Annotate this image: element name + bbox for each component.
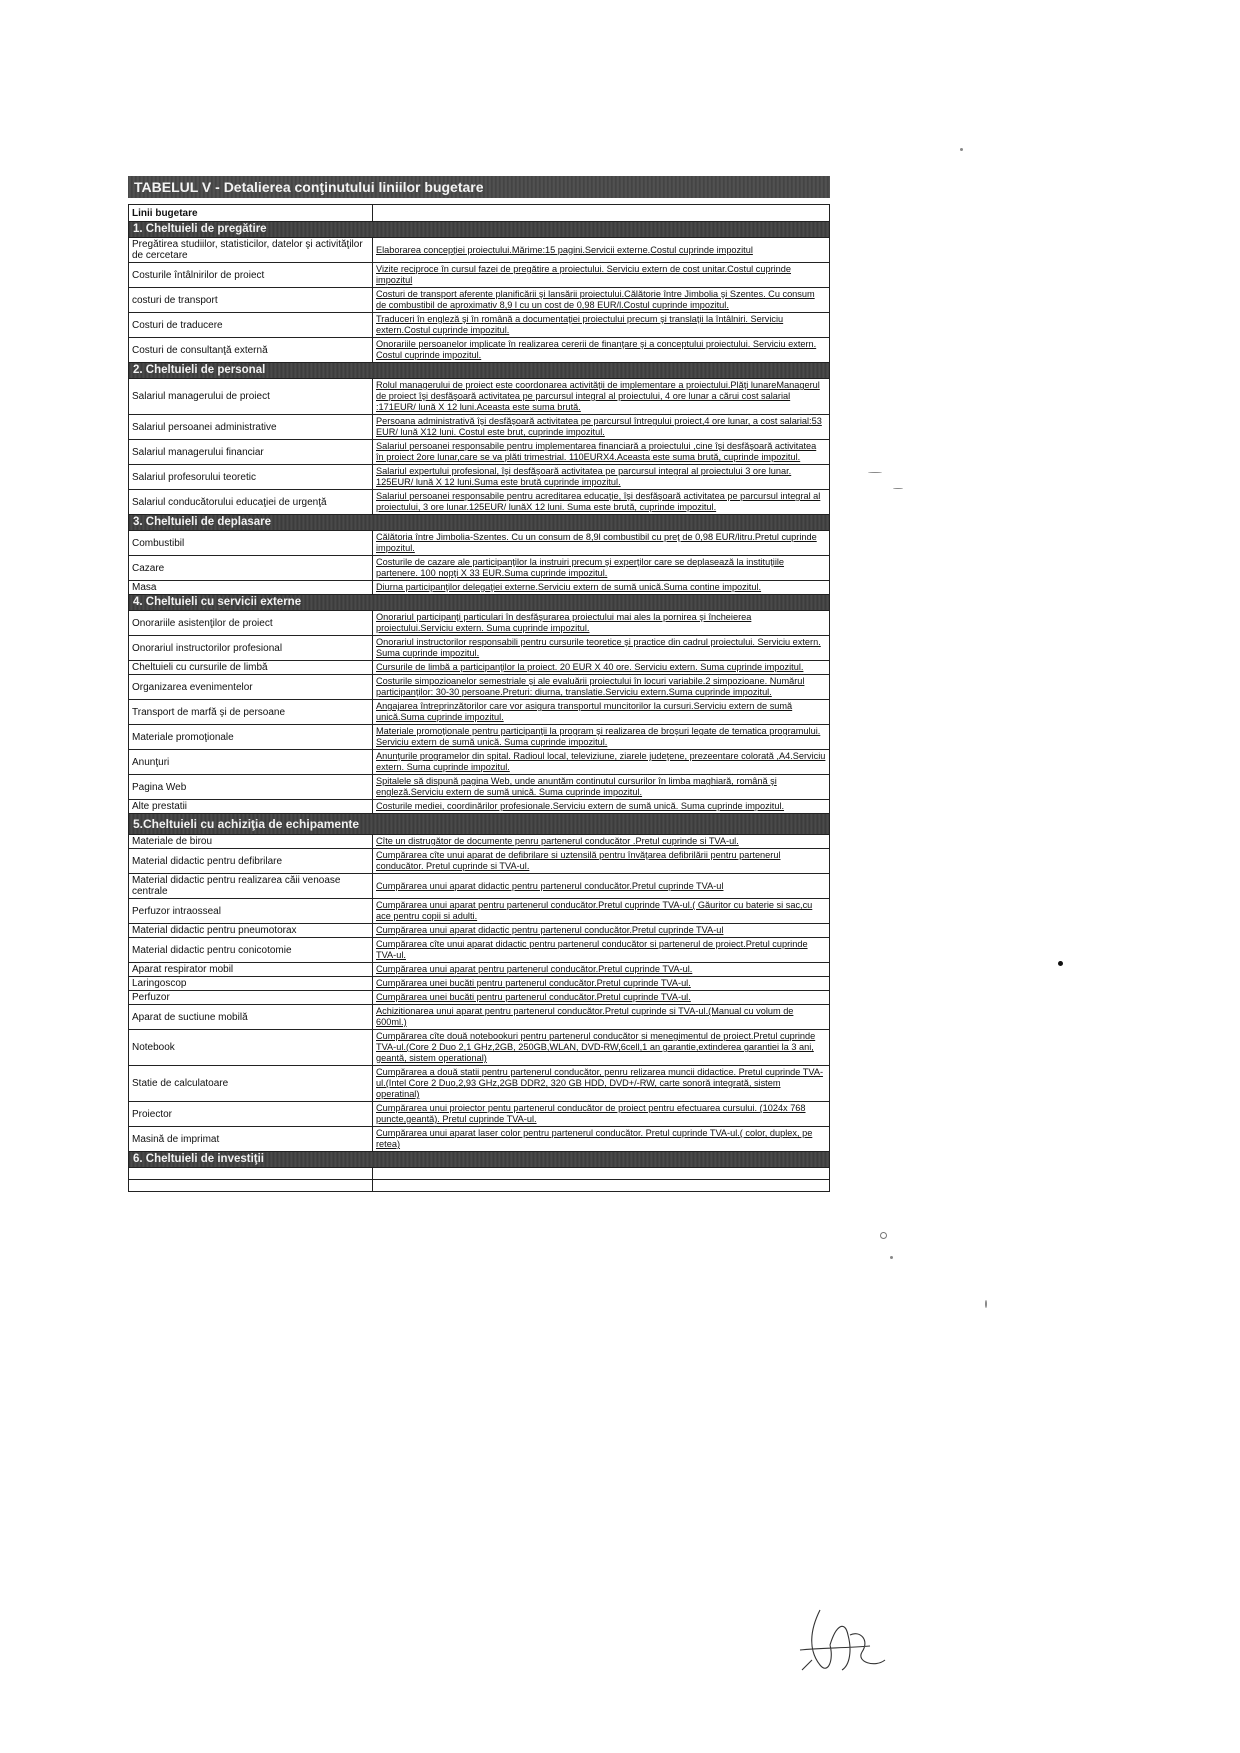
description-text: Costuri de transport aferente planificării şi lansării proiectului.Călătorie între Jimbolia şi Szentes. Cu consum de combustibil de aproximativ 8,9 l cu un cost de 0,98 EUR/l.Costul cuprinde impozitul. — [376, 289, 815, 310]
budget-line-name: Laringoscop — [129, 977, 373, 991]
budget-line-name: Material didactic pentru conicotomie — [129, 938, 373, 963]
budget-line-row — [129, 1102, 830, 1127]
header-label: Linii bugetare — [129, 205, 373, 222]
budget-line-row — [129, 415, 830, 440]
budget-line-row — [129, 313, 830, 338]
description-text: Cumpărarea unui aparat pentru partenerul conducător.Pretul cuprinde TVA-ul.( Găuritor cu baterie si sac,cu ace pentru copii si adulti. — [376, 900, 813, 921]
description-text: Onorariile persoanelor implicate în realizarea cererii de finanţare şi a conceptului proiectului. Serviciu extern. Costul cuprinde impozitul. — [376, 339, 817, 360]
budget-line-description — [373, 835, 830, 849]
budget-line-name: Perfuzor — [129, 991, 373, 1005]
budget-line-name: Costuri de consultanţă externă — [129, 338, 373, 363]
description-text: Cumpărarea cîte două notebookuri pentru partenerul conducător si menegimentul de proiect.Pretul cuprinde TVA-ul.(Core 2 Duo 2,1 GHz,2GB, 250GB,WLAN, DVD-RW,6cell,1 an garantie,extinderea garantiei la 3 ani, geantă, sistem operational) — [376, 1031, 816, 1063]
budget-line-row — [129, 849, 830, 874]
budget-line-name: Material didactic pentru defibrilare — [129, 849, 373, 874]
budget-line-name: Alte prestatii — [129, 800, 373, 814]
description-text: Traduceri în engleză şi în română a documentaţiei proiectului precum şi translaţii la întâlniri. Serviciu extern.Costul cuprinde impozitul. — [376, 314, 784, 335]
description-text: Costurile mediei, coordinărilor profesionale.Serviciu extern de sumă unică. Suma cuprinde impozitul. — [376, 801, 785, 811]
description-text: Cumpărarea unui aparat didactic pentru partenerul conducător.Pretul cuprinde TVA-ul — [376, 880, 724, 891]
budget-line-name: Materiale de birou — [129, 835, 373, 849]
budget-line-description — [373, 1066, 830, 1102]
budget-line-description — [373, 991, 830, 1005]
description-text: Persoana administrativă îşi desfăşoară activitatea pe parcursul întregului proiect,4 ore lunar, a cost salarial:53 EUR/ lună X12 luni. Costul este brut, cuprinde impozitul. — [376, 416, 822, 437]
budget-line-name: Combustibil — [129, 531, 373, 556]
header-empty-cell — [373, 205, 830, 222]
budget-line-description — [373, 1168, 830, 1180]
budget-line-description — [373, 1005, 830, 1030]
description-text: Elaborarea concepţiei proiectului.Mărime:15 pagini.Servicii externe.Costul cuprinde impozitul — [376, 244, 753, 255]
budget-line-description — [373, 611, 830, 636]
budget-line-row — [129, 636, 830, 661]
budget-line-row — [129, 263, 830, 288]
budget-line-description — [373, 874, 830, 899]
section-header-row — [129, 1152, 830, 1168]
budget-line-description — [373, 924, 830, 938]
budget-line-row — [129, 750, 830, 775]
budget-line-row — [129, 531, 830, 556]
budget-line-row — [129, 963, 830, 977]
budget-line-row — [129, 835, 830, 849]
budget-line-row — [129, 800, 830, 814]
budget-line-row — [129, 465, 830, 490]
budget-line-row — [129, 581, 830, 595]
budget-document — [128, 176, 830, 1192]
budget-line-row — [129, 899, 830, 924]
description-text: Cumpărarea a două statii pentru partenerul conducător, penru relizarea muncii didactice. Pretul cuprinde TVA-ul.(Intel Core 2 Duo,2,93 GHz,2GB DDR2, 320 GB HDD, DVD+/-RW, carte sonoră integrată, sistem operatinal) — [376, 1067, 824, 1099]
budget-line-description — [373, 700, 830, 725]
budget-line-description — [373, 775, 830, 800]
budget-line-description — [373, 415, 830, 440]
budget-line-name: Salariul profesorului teoretic — [129, 465, 373, 490]
budget-line-description — [373, 800, 830, 814]
section-label: 3. Cheltuieli de deplasare — [129, 515, 830, 531]
budget-line-row — [129, 379, 830, 415]
budget-line-name: Proiector — [129, 1102, 373, 1127]
description-text: Spitalele să dispună pagina Web, unde anuntăm continutul cursurilor în limba maghiară, română şi engleză.Serviciu extern de sumă unică. Suma cuprinde impozitul. — [376, 776, 777, 797]
budget-line-row — [129, 338, 830, 363]
budget-line-row — [129, 288, 830, 313]
budget-line-name: Pagina Web — [129, 775, 373, 800]
description-text: Cumpărarea unei bucăti pentru partenerul conducător.Pretul cuprinde TVA-ul. — [376, 992, 691, 1002]
description-text: Cîte un distrugător de documente penru partenerul conducător .Pretul cuprinde si TVA-ul. — [376, 836, 739, 846]
budget-line-description — [373, 938, 830, 963]
budget-line-description — [373, 1127, 830, 1152]
budget-line-description — [373, 849, 830, 874]
budget-line-description — [373, 725, 830, 750]
budget-line-name: Pregătirea studiilor, statisticilor, datelor şi activităţilor de cercetare — [129, 238, 373, 263]
description-text: Angajarea întreprinzătorilor care vor asigura transportul muncitorilor la cursuri.Serviciu extern de sumă unică.Suma cuprinde impozitul. — [376, 701, 793, 722]
budget-line-row — [129, 775, 830, 800]
section-header-row — [129, 814, 830, 835]
description-text: Onorariul instructorilor responsabili pentru cursurile teoretice şi practice din cadrul proiectului. Serviciu extern. Suma cuprinde impozitul. — [376, 637, 821, 658]
section-label: 5.Cheltuieli cu achiziţia de echipamente — [129, 814, 830, 835]
description-text: Costurile simpozioanelor semestriale şi ale evaluării proiectului în locuri variabile.2 simpozioane. Numărul participanţilor: 30-30 persoane.Preturi: diurna, translatie.Serviciu extern.Suma cuprinde impozitul. — [376, 676, 805, 697]
budget-line-name: Masină de imprimat — [129, 1127, 373, 1152]
budget-line-description — [373, 531, 830, 556]
budget-line-row — [129, 1168, 830, 1180]
budget-line-description — [373, 661, 830, 675]
budget-line-row — [129, 991, 830, 1005]
description-text: Rolul managerului de proiect este coordonarea activităţii de implementare a proiectului.Plăţi lunareManagerul de proiect îşi desfăşoară activitatea pe parcursul integral al proiectului, 4 ore lunar a cărui cost salarial :171EUR/ lună X 12 luni.Aceasta este suma brută. — [376, 380, 820, 412]
budget-line-name: Notebook — [129, 1030, 373, 1066]
budget-line-name — [129, 1168, 373, 1180]
budget-line-description — [373, 440, 830, 465]
budget-line-description — [373, 556, 830, 581]
budget-line-row — [129, 1066, 830, 1102]
table-header-row — [129, 205, 830, 222]
budget-line-name: Cheltuieli cu cursurile de limbă — [129, 661, 373, 675]
budget-line-description — [373, 490, 830, 515]
budget-line-description — [373, 263, 830, 288]
budget-line-name: Aparat respirator mobil — [129, 963, 373, 977]
budget-line-description — [373, 1030, 830, 1066]
section-header-row — [129, 222, 830, 238]
budget-line-description — [373, 636, 830, 661]
budget-line-description — [373, 963, 830, 977]
section-header-row — [129, 363, 830, 379]
budget-line-name: costuri de transport — [129, 288, 373, 313]
budget-line-row — [129, 1005, 830, 1030]
budget-line-name: Onorariul instructorilor profesional — [129, 636, 373, 661]
budget-line-description — [373, 379, 830, 415]
budget-line-row — [129, 661, 830, 675]
description-text: Achizitionarea unui aparat pentru partenerul conducător.Pretul cuprinde si TVA-ul.(Manual cu volum de 600ml.) — [376, 1006, 794, 1027]
budget-line-description — [373, 581, 830, 595]
budget-line-name: Salariul persoanei administrative — [129, 415, 373, 440]
budget-line-row — [129, 611, 830, 636]
table-title: TABELUL V - Detalierea conţinutului liniilor bugetare — [128, 176, 830, 198]
description-text: Onorariul participanţi particulari în desfăşurarea proiectului mai ales la pornirea şi încheierea proiectului.Serviciu extern. Suma cuprinde impozitul. — [376, 612, 752, 633]
description-text: Salariul persoanei responsabile pentru acreditarea educaţie, îşi desfăşoară activitatea pe parcursul integral al proiectului, 3 ore lunar.125EUR/ lunăX 12 luni. Suma este brută, cuprinde impozitul. — [376, 491, 821, 512]
budget-line-row — [129, 700, 830, 725]
budget-line-name: Cazare — [129, 556, 373, 581]
budget-line-row — [129, 556, 830, 581]
description-text: Cumpărarea unui aparat laser color pentru partenerul conducător. Pretul cuprinde TVA-ul.( color, duplex, pe retea) — [376, 1128, 813, 1149]
budget-line-name: Transport de marfă şi de persoane — [129, 700, 373, 725]
description-text: Salariul persoanei responsabile pentru implementarea financiară a proiectului ,cine îşi desfăşoară activitatea în proiect 2ore lunar,care se va plăti trimestrial. 110EURX4.Aceasta este suma brută, cuprinde impozitul. — [376, 441, 817, 462]
budget-line-row — [129, 1030, 830, 1066]
budget-line-description — [373, 899, 830, 924]
budget-line-row — [129, 977, 830, 991]
section-label: 6. Cheltuieli de investiţii — [129, 1152, 830, 1168]
description-text: Cumpărarea unui proiector pentu partenerul conducător de proiect pentru efectuarea cursului. (1024x 768 puncte,geantă). Pretul cuprinde TVA-ul. — [376, 1103, 806, 1124]
description-text: Cumpărarea unui aparat didactic pentru partenerul conducător.Pretul cuprinde TVA-ul — [376, 925, 724, 935]
budget-line-name: Masa — [129, 581, 373, 595]
budget-line-row — [129, 874, 830, 899]
description-text: Cumpărarea unei bucăti pentru partenerul conducător.Pretul cuprinde TVA-ul. — [376, 978, 691, 988]
budget-line-name: Material didactic pentru pneumotorax — [129, 924, 373, 938]
budget-table — [128, 204, 830, 1192]
description-text: Salariul expertului profesional, îşi desfăşoară activitatea pe parcursul integral al proiectului 3 ore lunar. 125EUR/ lună X 12 luni.Suma este brută cuprinde impozitul. — [376, 466, 792, 487]
section-label: 2. Cheltuieli de personal — [129, 363, 830, 379]
budget-line-name: Salariul managerului de proiect — [129, 379, 373, 415]
budget-line-row — [129, 440, 830, 465]
description-text: Cumpărarea unui aparat pentru partenerul conducător.Pretul cuprinde TVA-ul. — [376, 964, 693, 974]
budget-line-description — [373, 675, 830, 700]
budget-line-row — [129, 938, 830, 963]
budget-line-name: Materiale promoţionale — [129, 725, 373, 750]
budget-line-name: Anunţuri — [129, 750, 373, 775]
budget-line-description — [373, 977, 830, 991]
budget-line-name: Perfuzor intraosseal — [129, 899, 373, 924]
description-text: Vizite reciproce în cursul fazei de pregătire a proiectului. Serviciu extern de cost unitar.Costul cuprinde impozitul — [376, 264, 792, 285]
description-text: Călătoria între Jimbolia-Szentes. Cu un consum de 8,9l combustibil cu preţ de 0,98 EUR/litru.Pretul cuprinde impozitul. — [376, 532, 817, 553]
budget-line-row — [129, 238, 830, 263]
budget-line-row — [129, 675, 830, 700]
section-header-row — [129, 515, 830, 531]
description-text: Costurile de cazare ale participanţilor la instruiri precum şi experţilor care se deplasează la instituţiile partenere. 100 nopţi X 33 EUR.Suma cuprinde impozitul. — [376, 557, 785, 578]
section-label: 4. Cheltuieli cu servicii externe — [129, 595, 830, 611]
budget-line-name: Organizarea evenimentelor — [129, 675, 373, 700]
budget-line-description — [373, 750, 830, 775]
budget-line-description — [373, 465, 830, 490]
description-text: Diurna participanţilor delegaţiei externe.Serviciu extern de sumă unică.Suma contine impozitul. — [376, 582, 762, 592]
description-text: Cumpărarea cîte unui aparat didactic pentru partenerul conducător si partenerul de proiect.Pretul cuprinde TVA-ul. — [376, 939, 808, 960]
budget-line-name: Costurile întâlnirilor de proiect — [129, 263, 373, 288]
budget-line-name: Material didactic pentru realizarea căii venoase centrale — [129, 874, 373, 899]
section-label: 1. Cheltuieli de pregătire — [129, 222, 830, 238]
budget-line-row — [129, 1127, 830, 1152]
budget-line-description — [373, 338, 830, 363]
budget-line-row — [129, 1180, 830, 1192]
description-text: Cumpărarea cîte unui aparat de defibrilare si uztensilă pentru învăţarea defibrilării pentru partenerul conducător. Pretul cuprinde si TVA-ul. — [376, 850, 781, 871]
description-text: Materiale promoţionale pentru participanţii la program şi realizarea de broşuri legate de tematica programului. Serviciu extern de sumă unică. Suma cuprinde impozitul. — [376, 726, 821, 747]
budget-line-description — [373, 288, 830, 313]
description-text: Anunţurile programelor din spital. Radioul local, televiziune, ziarele judeţene, prezeentare colorată ,A4.Serviciu extern. Suma cuprinde impozitul. — [376, 751, 826, 772]
description-text: Cursurile de limbă a participanţilor la proiect. 20 EUR X 40 ore. Serviciu extern. Suma cuprinde impozitul. — [376, 662, 804, 672]
budget-line-name: Costuri de traducere — [129, 313, 373, 338]
budget-line-description — [373, 238, 830, 263]
budget-line-name: Statie de calculatoare — [129, 1066, 373, 1102]
budget-line-description — [373, 1180, 830, 1192]
budget-line-name: Salariul managerului financiar — [129, 440, 373, 465]
budget-line-name: Salariul conducătorului educaţiei de urgenţă — [129, 490, 373, 515]
section-header-row — [129, 595, 830, 611]
budget-line-description — [373, 313, 830, 338]
budget-line-row — [129, 725, 830, 750]
budget-line-row — [129, 924, 830, 938]
budget-line-name: Onorariile asistenţilor de proiect — [129, 611, 373, 636]
budget-line-description — [373, 1102, 830, 1127]
handwritten-signature — [790, 1590, 900, 1680]
budget-line-name — [129, 1180, 373, 1192]
budget-line-row — [129, 490, 830, 515]
budget-line-name: Aparat de suctiune mobilă — [129, 1005, 373, 1030]
